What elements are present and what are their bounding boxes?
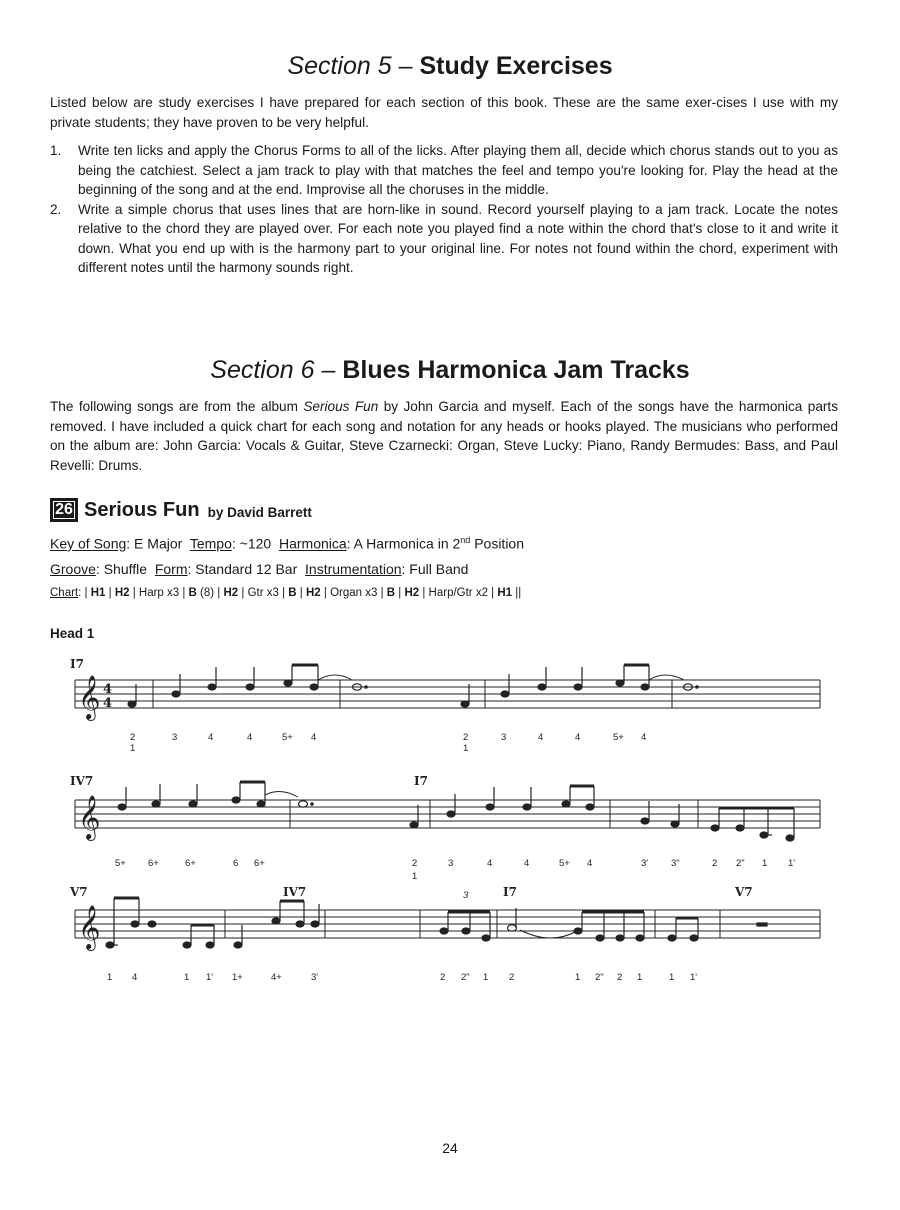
- svg-text:1: 1: [463, 743, 469, 754]
- svg-text:1: 1: [184, 972, 190, 983]
- head-label: Head 1: [50, 626, 95, 641]
- svg-text:5+: 5+: [613, 732, 624, 743]
- tab-row-3: [107, 972, 697, 983]
- svg-text:4: 4: [311, 732, 317, 743]
- svg-text:4: 4: [487, 858, 493, 869]
- svg-text:6+: 6+: [185, 858, 196, 869]
- exercise-item: 1. Write ten licks and apply the Chorus Forms to all of the licks. After playing them all, decide which chorus stands out to you as being the catchiest. Select a jam track to play with that matches the feel and tempo you're looking for. Play the head at the beginning of the song and at the end. Improvise all the choruses in the middle.: [50, 143, 838, 197]
- song-info-line-1: Key of Song: E Major Tempo: ~120 Harmonica: A Harmonica in 2nd Position: [50, 535, 525, 552]
- triplet-mark: 3: [463, 890, 469, 901]
- svg-text:4: 4: [641, 732, 647, 743]
- chord-label: I7: [503, 885, 517, 899]
- time-signature-icon: 4: [103, 682, 113, 697]
- svg-text:2: 2: [440, 972, 446, 983]
- svg-text:1: 1: [483, 972, 489, 983]
- svg-text:3: 3: [448, 858, 454, 869]
- chord-label: I7: [70, 657, 84, 671]
- svg-text:1': 1': [690, 972, 698, 983]
- svg-text:3: 3: [172, 732, 178, 743]
- svg-text:4: 4: [208, 732, 214, 743]
- svg-text:2": 2": [736, 858, 745, 869]
- song-heading: [50, 498, 312, 522]
- svg-text:1: 1: [637, 972, 643, 983]
- svg-text:6+: 6+: [148, 858, 159, 869]
- svg-text:2: 2: [509, 972, 515, 983]
- exercise-list: [50, 141, 838, 278]
- exercise-item: 2. Write a simple chorus that uses lines that are horn-like in sound. Record yourself playing to a jam track. Locate the notes relative to the chord they are played over. For each note you played find a note within the chord that's close to it and write it down. What you end up with is the harmony part to your original line. For notes not found within the chord, experiment with different notes until the harmony sounds right.: [50, 201, 838, 275]
- svg-text:3: 3: [501, 732, 507, 743]
- svg-text:3": 3": [671, 858, 680, 869]
- svg-text:1: 1: [575, 972, 581, 983]
- section-6-title: Section 6 – Blues Harmonica Jam Tracks: [210, 356, 690, 384]
- notes-staff-2: [118, 782, 794, 841]
- track-number-badge: 26: [50, 498, 78, 522]
- section-6-intro: The following songs are from the album Serious Fun by John Garcia and myself. Each of the songs have the harmonica parts removed. I have included a quick chart for each song and notation for any heads or hooks played. The musicians who performed on the album are: John Garcia: Vocals & Guitar, Steve Czarnecki: Organ, Steve Lucky: Piano, Randy Bermudes: Bass, and Paul Revelli: Drums.: [50, 399, 839, 473]
- chord-label: I7: [414, 774, 428, 788]
- svg-text:6: 6: [233, 858, 239, 869]
- svg-text:2: 2: [617, 972, 623, 983]
- treble-clef-icon: 𝄞: [78, 905, 101, 949]
- section-5-intro: Listed below are study exercises I have prepared for each section of this book. These are the same exer-cises I use with my private students; they have proven to be very helpful.: [50, 95, 838, 130]
- chord-label: IV7: [283, 885, 307, 899]
- treble-clef-icon: 𝄞: [78, 675, 101, 719]
- svg-text:2: 2: [463, 732, 469, 743]
- song-info-line-2: Groove: Shuffle Form: Standard 12 Bar Instrumentation: Full Band: [50, 561, 469, 577]
- svg-text:4: 4: [587, 858, 593, 869]
- svg-text:4: 4: [575, 732, 581, 743]
- svg-text:4+: 4+: [271, 972, 282, 983]
- svg-text:5+: 5+: [282, 732, 293, 743]
- chord-label: V7: [70, 885, 88, 899]
- svg-text:3': 3': [641, 858, 649, 869]
- chord-label: V7: [735, 885, 753, 899]
- svg-text:5+: 5+: [559, 858, 570, 869]
- song-chart: Chart: | H1 | H2 | Harp x3 | B (8) | H2 | Gtr x3 | B | H2 | Organ x3 | B | H2 | Harp/Gtr x2 | H1 ||: [50, 587, 522, 599]
- svg-text:4: 4: [524, 858, 530, 869]
- song-author: by David Barrett: [207, 504, 312, 520]
- svg-text:2": 2": [461, 972, 470, 983]
- svg-text:1: 1: [669, 972, 675, 983]
- svg-text:4: 4: [247, 732, 253, 743]
- notes-staff-3: [106, 898, 767, 948]
- svg-text:3': 3': [311, 972, 319, 983]
- svg-text:2: 2: [412, 858, 418, 869]
- svg-text:4: 4: [538, 732, 544, 743]
- svg-text:4: 4: [132, 972, 138, 983]
- page-number: 24: [442, 1140, 458, 1156]
- svg-text:1+: 1+: [232, 972, 243, 983]
- svg-text:2: 2: [712, 858, 718, 869]
- treble-clef-icon: 𝄞: [78, 795, 101, 839]
- staff-1: [75, 680, 820, 708]
- section-5-title: Section 5 – Study Exercises: [287, 52, 613, 80]
- svg-text:1: 1: [130, 743, 136, 754]
- svg-text:1: 1: [762, 858, 768, 869]
- svg-text:1': 1': [788, 858, 796, 869]
- tab-row-2: [115, 858, 795, 882]
- time-signature-icon: 4: [103, 696, 113, 711]
- music-notation: [0, 640, 900, 1020]
- tab-row-1: [130, 732, 646, 754]
- svg-text:5+: 5+: [115, 858, 126, 869]
- svg-text:2": 2": [595, 972, 604, 983]
- svg-text:2: 2: [130, 732, 136, 743]
- svg-text:1': 1': [206, 972, 214, 983]
- svg-text:6+: 6+: [254, 858, 265, 869]
- chord-label: IV7: [70, 774, 94, 788]
- song-title: Serious Fun: [84, 498, 200, 521]
- svg-text:1: 1: [412, 871, 418, 882]
- svg-text:1: 1: [107, 972, 113, 983]
